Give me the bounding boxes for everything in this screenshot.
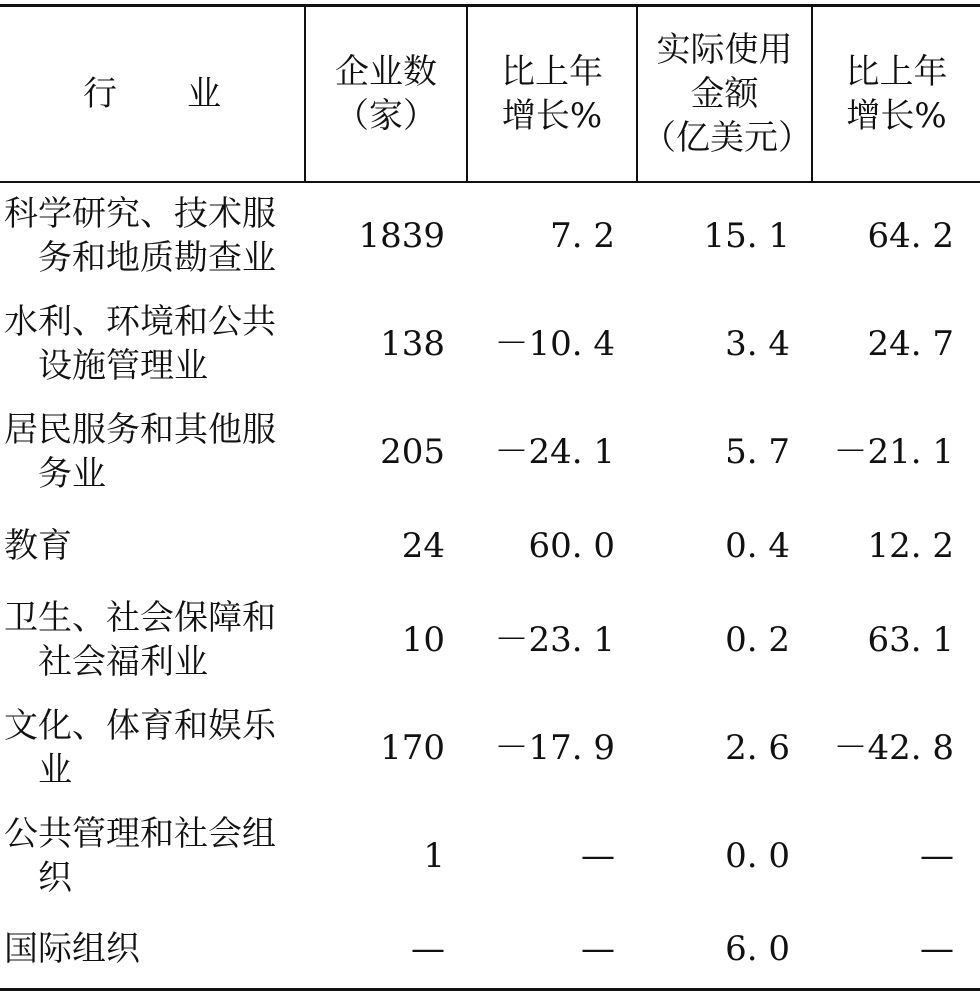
companies-growth-cell: — [581, 928, 615, 969]
industry-name: 居民服务和其他服 务业 [4, 409, 276, 494]
amount-growth-cell: — [920, 835, 954, 876]
amount-cell: 3. 4 [725, 323, 790, 364]
amount-growth-cell: 63. 1 [867, 619, 954, 660]
amount-cell: 15. 1 [703, 216, 790, 256]
companies-cell: 1839 [358, 216, 445, 256]
companies-cell: 10 [401, 619, 445, 660]
header-companies: 企业数 （家） [305, 6, 467, 182]
table-header-row [0, 6, 980, 182]
amount-cell: 0. 2 [725, 619, 790, 660]
table-row [0, 398, 980, 506]
amount-cell: 0. 0 [725, 835, 790, 876]
companies-cell: 170 [380, 727, 445, 768]
amount-cell: 6. 0 [725, 928, 790, 969]
table-row [0, 694, 980, 802]
amount-cell: 0. 4 [725, 525, 790, 566]
companies-growth-cell: －17. 9 [494, 727, 615, 768]
industry-name: 卫生、社会保障和 社会福利业 [4, 597, 276, 682]
industry-name: 国际组织 [4, 928, 140, 969]
amount-growth-cell: －21. 1 [833, 431, 954, 472]
amount-growth-cell: 24. 7 [867, 323, 954, 364]
header-companies-growth: 比上年 增长% [467, 6, 637, 182]
companies-growth-cell: 60. 0 [528, 525, 615, 566]
amount-growth-cell: 64. 2 [867, 216, 954, 256]
industry-investment-table [0, 4, 980, 991]
industry-name: 水利、环境和公共 设施管理业 [4, 301, 276, 386]
amount-growth-cell: — [920, 928, 954, 969]
companies-growth-cell: — [581, 835, 615, 876]
table-row [0, 910, 980, 990]
industry-name: 公共管理和社会组 织 [4, 813, 276, 898]
table-row [0, 290, 980, 398]
header-amount-growth: 比上年 增长% [812, 6, 980, 182]
table-row [0, 506, 980, 586]
amount-cell: 2. 6 [725, 727, 790, 768]
companies-growth-cell: 7. 2 [550, 216, 615, 256]
table-row [0, 586, 980, 694]
industry-name: 文化、体育和娱乐 业 [4, 705, 276, 790]
companies-growth-cell: －23. 1 [494, 619, 615, 660]
companies-growth-cell: －24. 1 [494, 431, 615, 472]
companies-cell: — [411, 928, 445, 969]
industry-name: 教育 [4, 525, 72, 566]
amount-cell: 5. 7 [725, 431, 790, 472]
companies-cell: 24 [401, 525, 445, 566]
industry-name: 科学研究、技术服 务和地质勘查业 [4, 194, 276, 278]
table-row [0, 802, 980, 910]
amount-growth-cell: －42. 8 [833, 727, 954, 768]
table-row [0, 182, 980, 290]
companies-cell: 138 [380, 323, 445, 364]
header-actual-amount: 实际使用 金额 （亿美元） [637, 6, 812, 182]
companies-cell: 1 [423, 835, 445, 876]
header-industry: 行 业 [0, 6, 305, 182]
amount-growth-cell: 12. 2 [867, 525, 954, 566]
companies-growth-cell: －10. 4 [494, 323, 615, 364]
companies-cell: 205 [380, 431, 445, 472]
